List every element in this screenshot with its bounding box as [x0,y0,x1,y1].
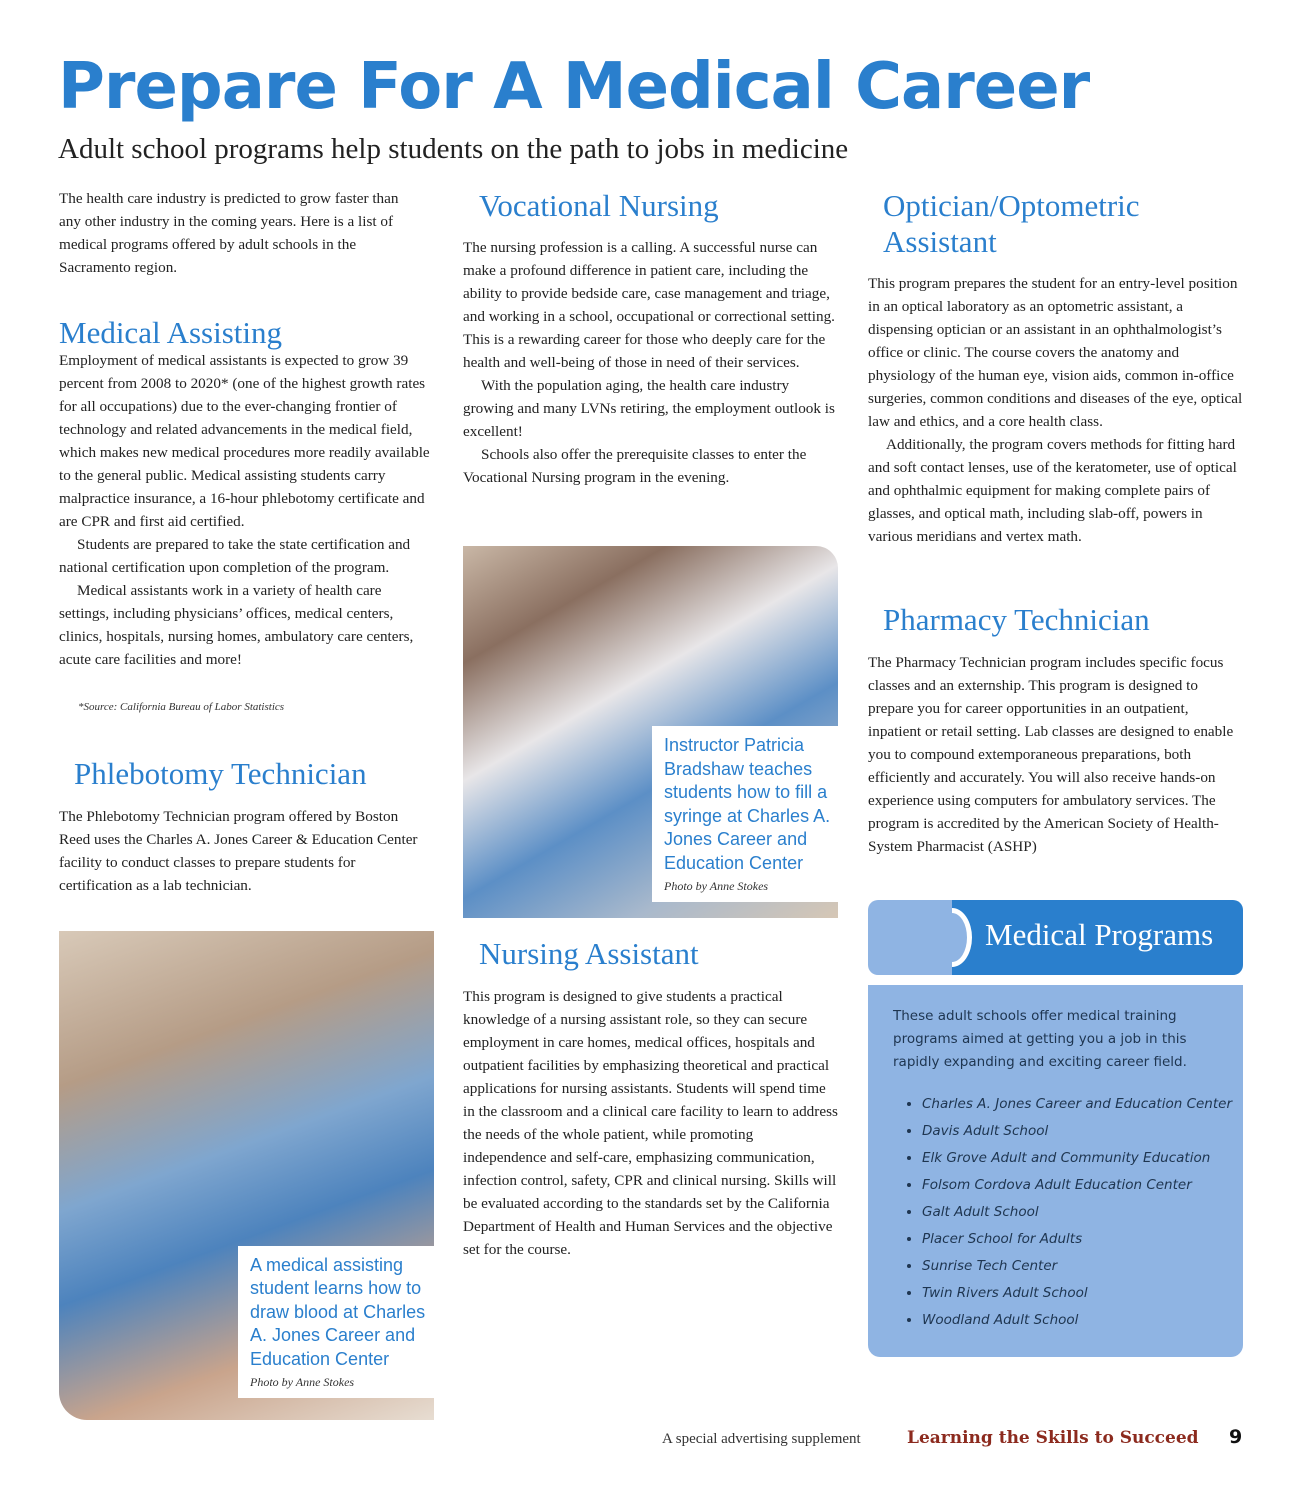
optician-heading: Optician/Optometric Assistant [883,188,1140,259]
photo-caption [238,1246,434,1399]
paragraph: Medical assistants work in a variety of health care settings, including physicians’ offices, medical centers, clinics, hospitals, nursing homes, ambulatory care centers, acute care facilities and more! [59,582,414,668]
school-item: • Charles A. Jones Career and Education Center [922,1091,1232,1118]
vocational-nursing-body [463,236,838,489]
photo-credit: Photo by Anne Stokes [250,1375,355,1389]
paragraph: The nursing profession is a calling. A successful nurse can make a profound difference in patient care, including the ability to provide bedside care, case management and triage, and working in a school, occupational or correctional setting. This is a rewarding career for those who deeply care for the health and well-being of those in need of their services. [463,239,835,371]
caption-text: Instructor Patricia Bradshaw teaches students how to fill a syringe at Charles A. Jones Career and Education Center [664,735,831,873]
caption-text: A medical assisting student learns how to draw blood at Charles A. Jones Career and Education Center [250,1254,426,1369]
paragraph: Schools also offer the prerequisite classes to enter the Vocational Nursing program in the evening. [463,446,807,486]
pharmacy-body: The Pharmacy Technician program includes specific focus classes and an externship. This program is designed to prepare you for career opportunities in an outpatient, inpatient or retail setting. Lab classes are designed to enable you to compound extemporaneous preparations, both efficiently and accurately. You will also receive hands-on experience using computers for ambulatory services. The program is accredited by the American Society of Health-System Pharmacist (ASHP) [868,654,1234,855]
photo-credit: Photo by Anne Stokes [664,879,769,893]
medical-assisting-heading: Medical Assisting [59,315,283,350]
school-list [906,1091,1232,1334]
phlebotomy-heading: Phlebotomy Technician [74,756,367,791]
nursing-assistant-body: This program is designed to give students a practical knowledge of a nursing assistant role, so they can secure employment in care homes, medical offices, hospitals and outpatient facilities by emphasizing theoretical and practical applications for nursing assistants. Students will spend time in the classroom and a clinical care facility to learn to address the needs of the whole patient, while promoting independence and self-care, emphasizing communication, infection control, safety, CPR and clinical nursing. Skills will be evaluated according to the standards set by the California Department of Health and Human Services and the objective set for the course. [463,988,838,1258]
phlebotomy-body: The Phlebotomy Technician program offered by Boston Reed uses the Charles A. Jones Career & Education Center facility to conduct classes to prepare students for certification as a lab technician. [59,808,418,894]
school-item: • Folsom Cordova Adult Education Center [922,1172,1232,1199]
programs-header-tab [868,900,958,975]
paragraph: Students are prepared to take the state certification and national certification upon completion of the program. [59,536,411,576]
school-item: • Davis Adult School [922,1118,1232,1145]
photo-nursing-instructor [463,546,838,918]
pharmacy-heading: Pharmacy Technician [883,602,1150,637]
vocational-nursing-heading: Vocational Nursing [479,188,719,223]
paragraph: With the population aging, the health care industry growing and many LVNs retiring, the employment outlook is excellent! [463,377,835,440]
photo-phlebotomy-student [59,931,434,1420]
nursing-assistant-heading: Nursing Assistant [479,936,699,971]
intro-text: The health care industry is predicted to grow faster than any other industry in the coming years. Here is a list of medical programs offered by adult schools in the Sacramento region. [59,190,399,276]
paragraph: This program prepares the student for an entry-level position in an optical laboratory as an optometric assistant, a dispensing optician or an assistant in an ophthalmologist’s office or clinic. The course covers the anatomy and physiology of the human eye, vision aids, common in-office surgeries, common conditions and diseases of the eye, optical law and ethics, and a core health class. [868,275,1243,430]
paragraph: Employment of medical assistants is expected to grow 39 percent from 2008 to 2020* (one of the highest growth rates for all occupations) due to the ever-changing frontier of technology and related advancements in the medical field, which makes new medical procedures more readily available to the general public. Medical assisting students carry malpractice insurance, a 16-hour phlebotomy certificate and are CPR and first aid certified. [59,352,430,530]
paragraph: Additionally, the program covers methods for fitting hard and soft contact lenses, use of the keratometer, use of optical and ophthalmic equipment for making complete pairs of glasses, and optical math, including slab-off, powers in various meridians and vertex math. [868,436,1237,545]
page-subtitle: Adult school programs help students on the path to jobs in medicine [58,133,849,165]
programs-box [868,985,1243,1357]
school-item: • Sunrise Tech Center [922,1253,1232,1280]
medical-assisting-body [59,349,434,671]
programs-intro: These adult schools offer medical training programs aimed at getting you a job in this rapidly expanding and exciting career field. [893,1008,1187,1070]
footer-publication: Learning the Skills to Succeed [907,1428,1199,1448]
school-item: • Galt Adult School [922,1199,1232,1226]
school-item: • Placer School for Adults [922,1226,1232,1253]
optician-body [868,272,1244,548]
page-title: Prepare For A Medical Career [58,50,1090,124]
school-item: • Woodland Adult School [922,1307,1232,1334]
footer-supplement: A special advertising supplement [662,1431,861,1447]
school-item: • Elk Grove Adult and Community Education [922,1145,1232,1172]
school-item: • Twin Rivers Adult School [922,1280,1232,1307]
programs-heading: Medical Programs [985,917,1214,952]
photo-caption [652,726,838,902]
source-note: *Source: California Bureau of Labor Statistics [78,701,285,713]
page-number: 9 [1229,1426,1243,1448]
